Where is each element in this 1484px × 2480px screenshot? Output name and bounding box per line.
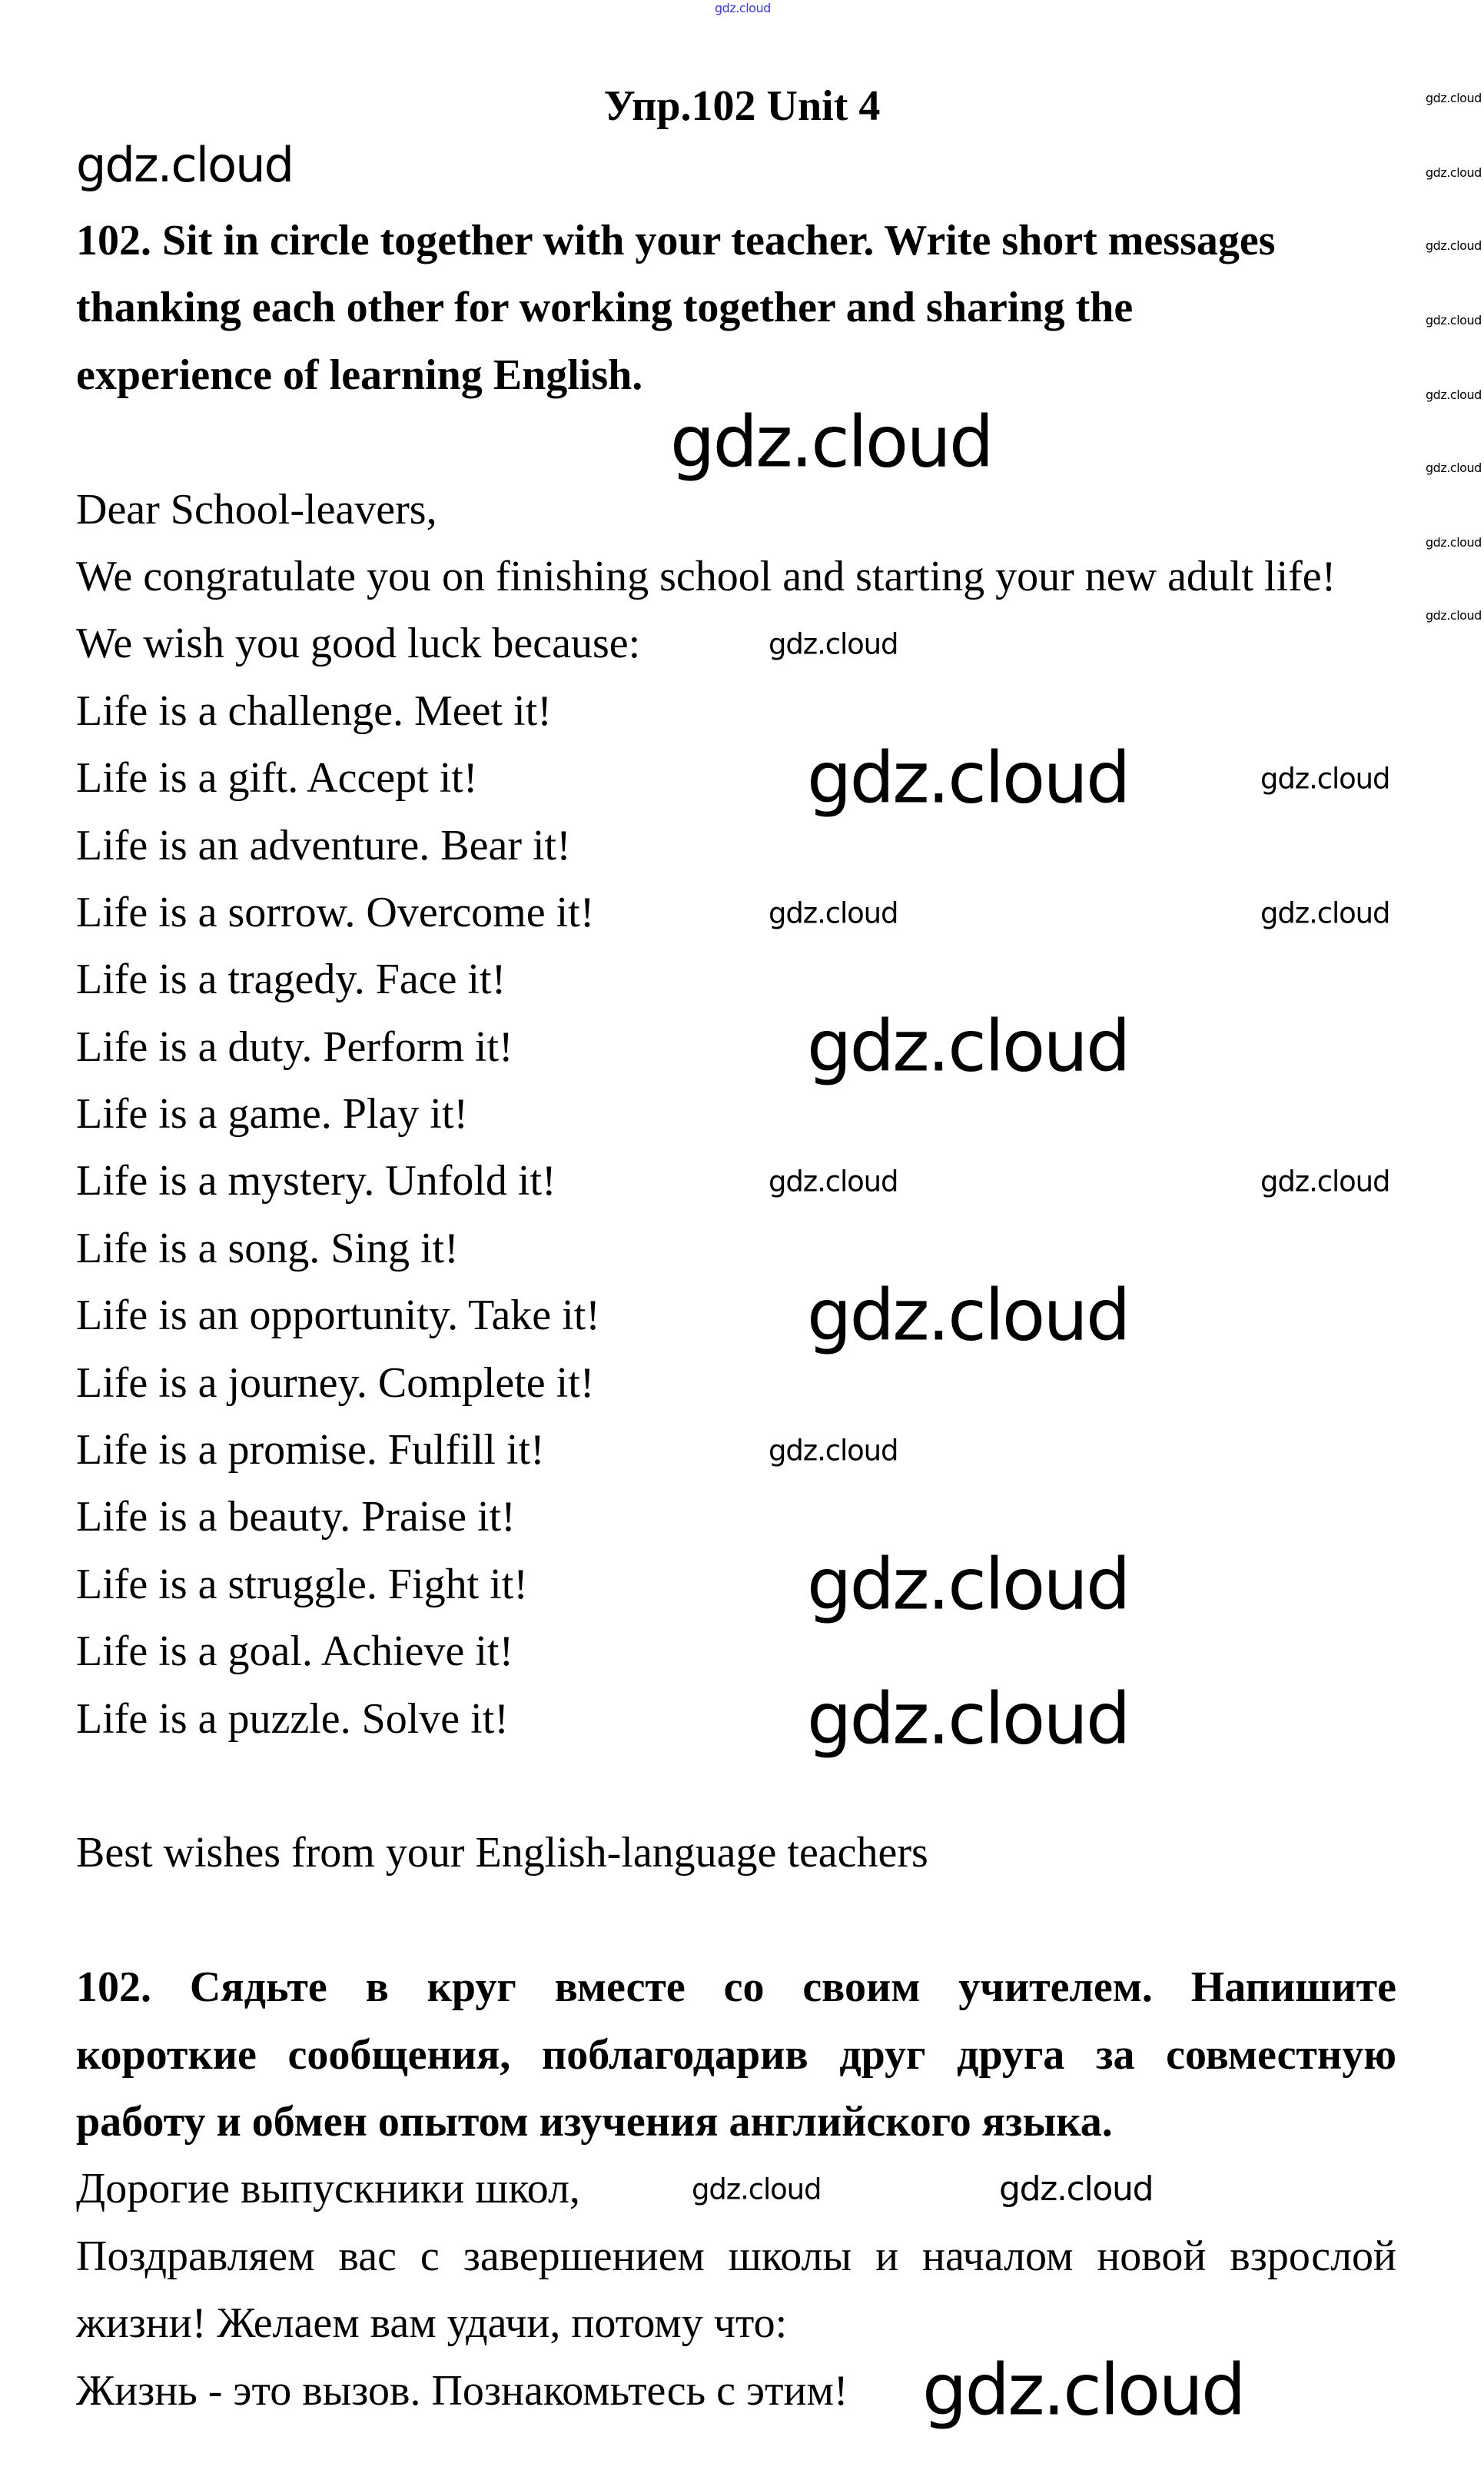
ru-intro-line: Поздравляем вас с завершением школы и началом новой взрослой (76, 2232, 1396, 2280)
life-line: Life is an adventure. Bear it! (76, 821, 571, 869)
watermark: gdz.cloud (1426, 387, 1482, 402)
intro-line: We wish you good luck because: (76, 620, 641, 668)
ru-task-line: работу и обмен опытом изучения английского языка. (76, 2097, 1113, 2146)
watermark: gdz.cloud (807, 1005, 1129, 1088)
watermark: gdz.cloud (1426, 165, 1482, 180)
task-line: 102. Sit in circle together with your teacher. Write short messages (76, 217, 1276, 264)
life-line: Life is a duty. Perform it! (76, 1022, 513, 1071)
life-line: Life is a journey. Complete it! (76, 1358, 595, 1407)
ru-task-line: короткие сообщения, поблагодарив друг друга за совместную (76, 2030, 1396, 2079)
ru-intro-line: жизни! Желаем вам удачи, потому что: (76, 2299, 788, 2348)
life-line: Life is a sorrow. Overcome it! (76, 888, 595, 936)
watermark: gdz.cloud (670, 401, 992, 484)
watermark: gdz.cloud (807, 1274, 1129, 1357)
watermark: gdz.cloud (1260, 896, 1390, 930)
task-line: thanking each other for working together and sharing the (76, 284, 1134, 332)
watermark: gdz.cloud (1426, 535, 1482, 550)
watermark: gdz.cloud (769, 627, 898, 661)
life-line: Life is a gift. Accept it! (76, 754, 478, 803)
intro-line: We congratulate you on finishing school and starting your new adult life! (76, 552, 1336, 600)
signature: Best wishes from your English-language teachers (76, 1829, 928, 1877)
watermark: gdz.cloud (807, 1543, 1129, 1626)
ru-greeting: Дорогие выпускники школ, (76, 2165, 580, 2213)
life-line: Life is a mystery. Unfold it! (76, 1157, 556, 1205)
ru-life-line: Жизнь - это вызов. Познакомьтесь с этим! (76, 2366, 848, 2415)
watermark: gdz.cloud (999, 2169, 1154, 2209)
watermark: gdz.cloud (1260, 1165, 1390, 1198)
watermark: gdz.cloud (769, 1165, 898, 1198)
life-line: Life is a struggle. Fight it! (76, 1560, 528, 1608)
watermark: gdz.cloud (1260, 762, 1390, 796)
life-line: Life is a puzzle. Solve it! (76, 1694, 509, 1743)
ru-task-line: 102. Сядьте в круг вместе со своим учителем. Напишите (76, 1963, 1396, 2012)
page-title: Упр.102 Unit 4 (603, 82, 881, 130)
life-line: Life is an opportunity. Take it! (76, 1292, 600, 1340)
watermark: gdz.cloud (807, 1677, 1129, 1760)
life-line: Life is a promise. Fulfill it! (76, 1426, 545, 1474)
watermark-top: gdz.cloud (715, 1, 771, 15)
watermark: gdz.cloud (76, 137, 294, 193)
life-line: Life is a goal. Achieve it! (76, 1627, 514, 1676)
watermark: gdz.cloud (769, 896, 898, 930)
watermark: gdz.cloud (1426, 91, 1482, 105)
watermark: gdz.cloud (1426, 238, 1482, 253)
watermark: gdz.cloud (922, 2349, 1244, 2432)
greeting: Dear School-leavers, (76, 485, 437, 534)
life-line: Life is a game. Play it! (76, 1090, 469, 1139)
life-line: Life is a song. Sing it! (76, 1224, 459, 1272)
watermark: gdz.cloud (769, 1434, 898, 1468)
document-body (76, 208, 1396, 2432)
watermark: gdz.cloud (807, 736, 1129, 819)
life-line: Life is a beauty. Praise it! (76, 1493, 516, 1541)
watermark: gdz.cloud (1426, 608, 1482, 623)
watermark: gdz.cloud (1426, 460, 1482, 475)
life-line: Life is a challenge. Meet it! (76, 686, 552, 735)
task-line: experience of learning English. (76, 351, 643, 399)
watermark: gdz.cloud (1426, 313, 1482, 327)
life-line: Life is a tragedy. Face it! (76, 956, 506, 1004)
watermark: gdz.cloud (692, 2172, 822, 2206)
